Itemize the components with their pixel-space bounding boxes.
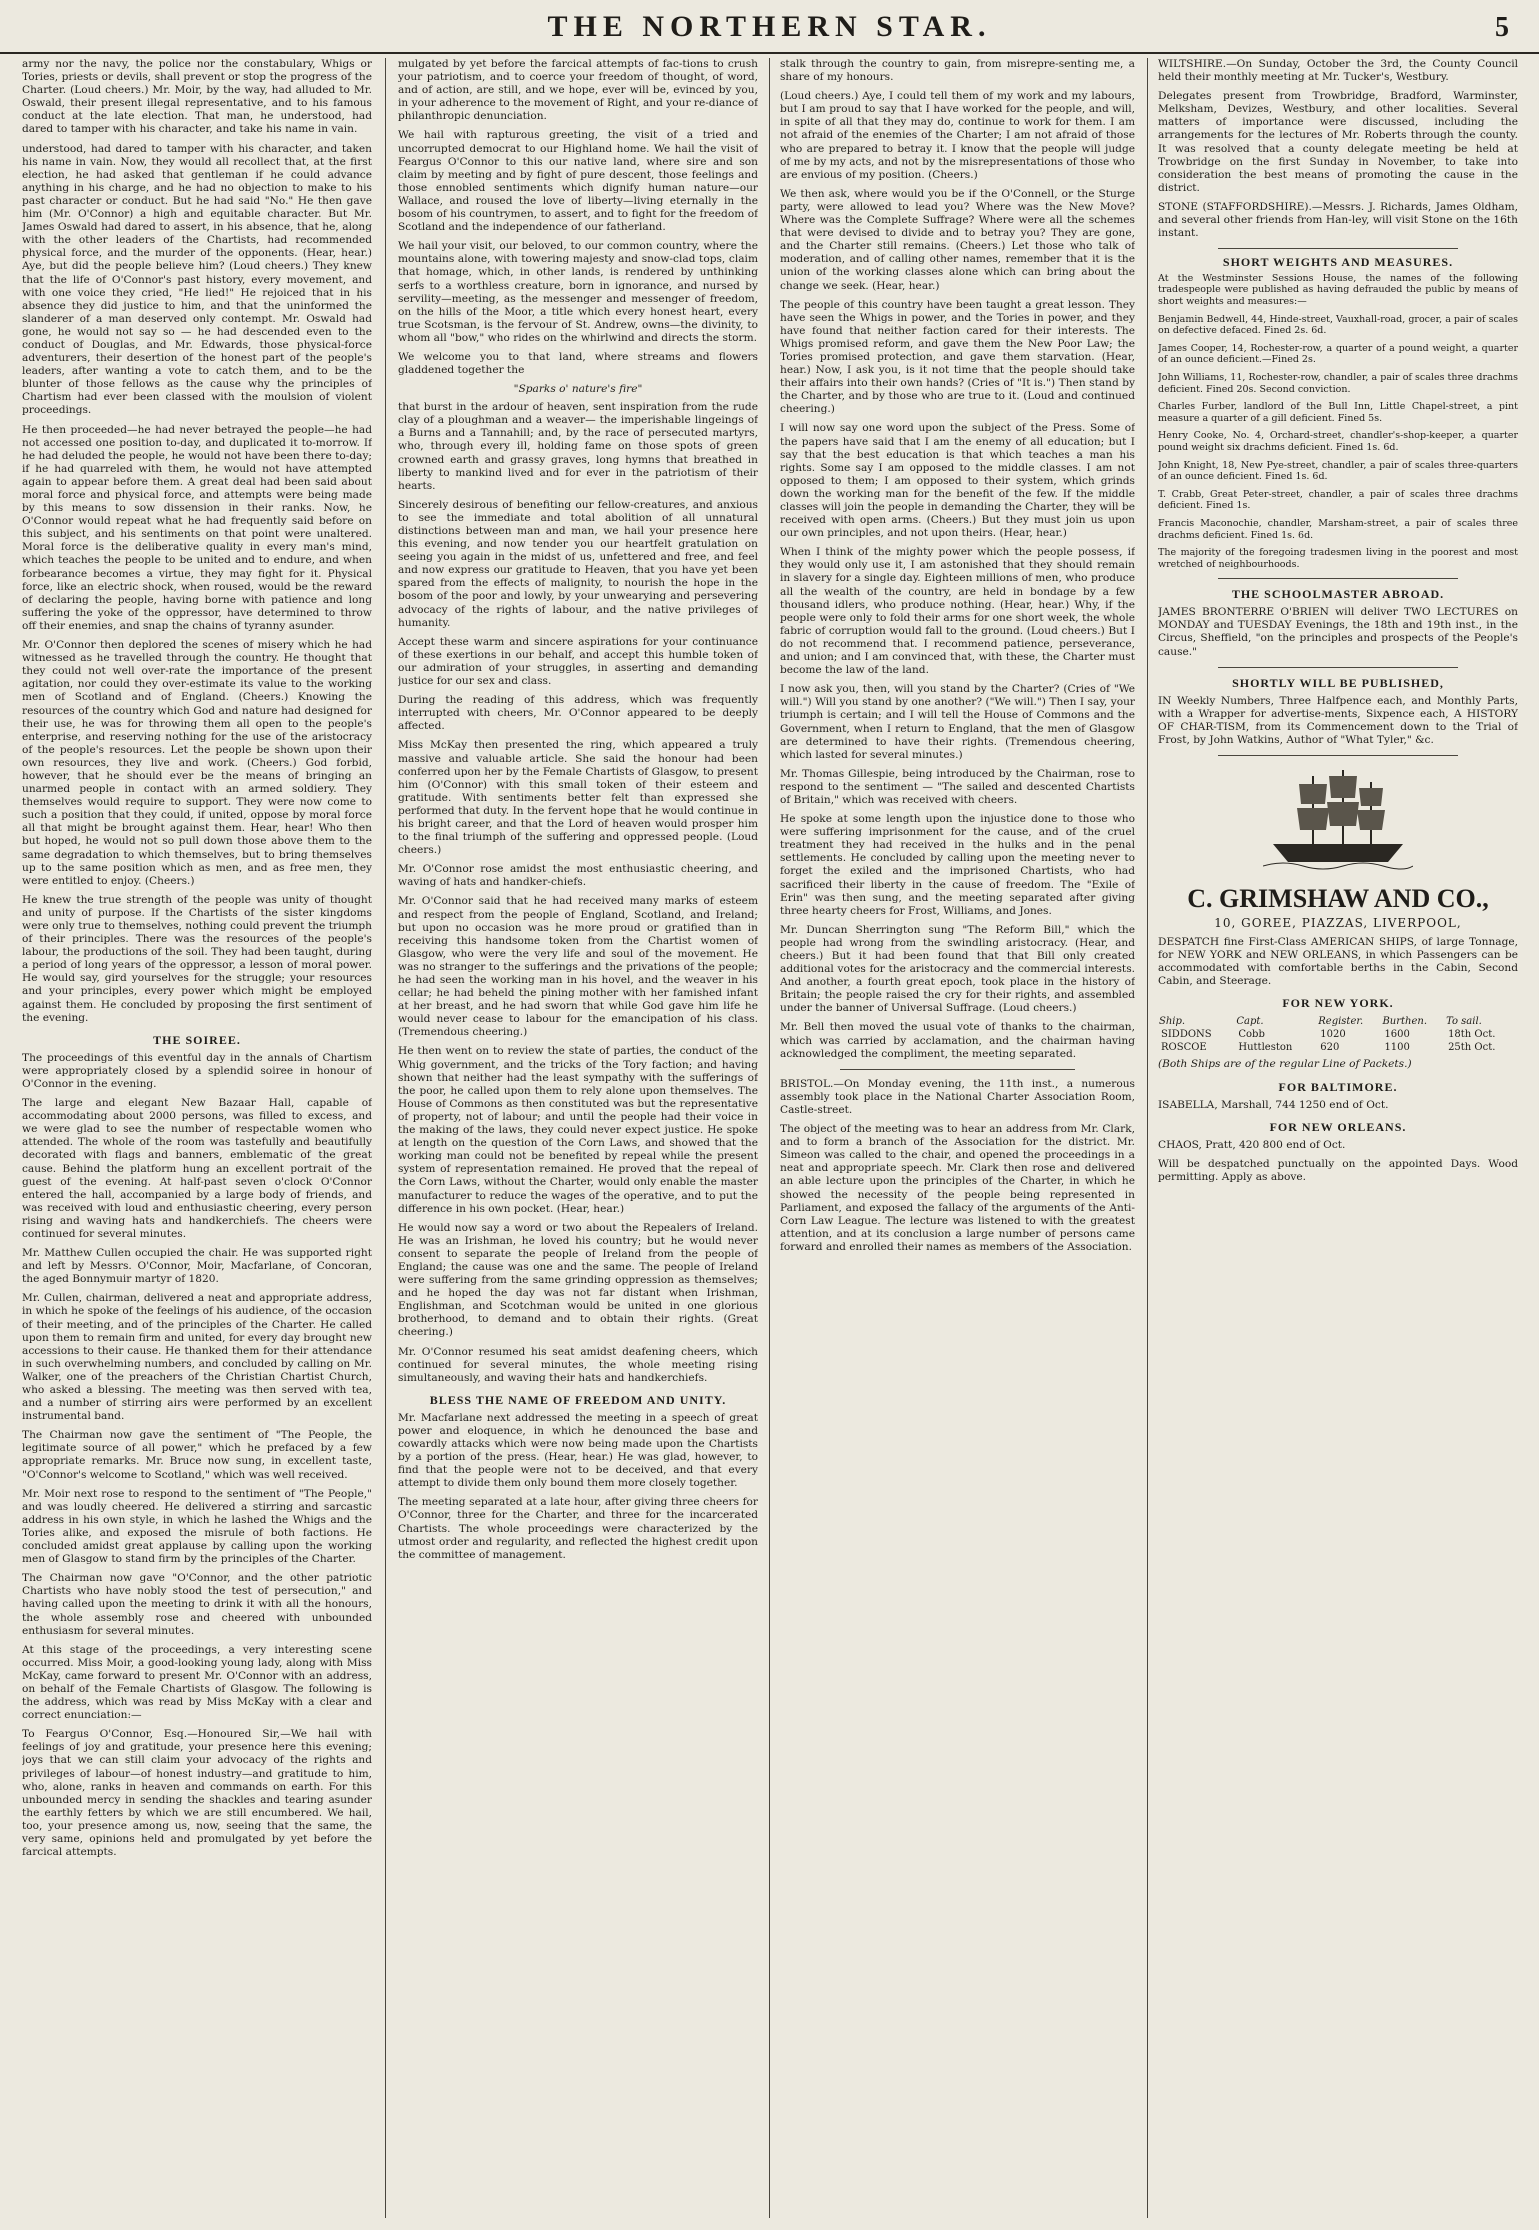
weights-entry: John Knight, 18, New Pye-street, chandler, a pair of scales three-quarters of an ounce deficient. Fined 1s. 6d. <box>1158 459 1518 483</box>
route-heading-baltimore: FOR BALTIMORE. <box>1278 1079 1398 1094</box>
article-paragraph: The proceedings of this eventful day in the annals of Chartism were appropriately closed by a splendid soiree in honour of O'Connor in the evening. <box>22 1051 372 1090</box>
filler-text: Accept these warm and sincere aspirations for your continuance of these exertions in our behalf, and accept this humble token of our admiration of your struggles, in asserting and demanding justice for our sex and class. <box>398 635 758 688</box>
table-cell: 1600 <box>1384 1029 1410 1041</box>
filler-text: He knew the true strength of the people was unity of thought and unity of purpose. If the Chartists of the sister kingdoms were only true to themselves, nothing could prevent the triumph of their principles. There was the resources of the people's labour, the productions of the soil. They had been taught, during a period of long years of the oppressor, a lesson of moral power. He would say, gird yourselves for the struggle; your resources and your principles, every power which might be employed against them. He concluded by proposing the first sentiment of the evening. <box>22 893 372 1024</box>
table-cell: 1100 <box>1384 1042 1410 1054</box>
filler-text: He then proceeded—he had never betrayed the people—he had not accessed one position to-day, and duplicated it to-morrow. If he had deluded the people, he would not have been there to-day; if he had quarreled with them, he would not have attempted again to appear before them. A great deal had been said about moral force and physical force, and attempts were being made by this means to sow dissension in their ranks. Now, he O'Connor would repeat what he had frequently said before on this subject, and his sentiments on that point were unaltered. Moral force is the deliberative quality in every man's mind, which teaches the people to be united and to endure, and when forbearance becomes a virtue, they may fight for it. Physical force, like an electric shock, when roused, would be the reward of declaring the people, having borne with patience and long suffering the yoke of the oppressor, have determined to throw off their enemies, and snap the chains of tyranny asunder. <box>22 423 372 632</box>
company-text: DESPATCH fine First-Class AMERICAN SHIPS, of large Tonnage, for NEW YORK and NEW ORLEANS, in which Passengers can be accommodated with comfortable berths in the Cabin, Second Cabin, and Steerage. <box>1158 936 1518 988</box>
ship-table <box>1158 1015 1518 1054</box>
divider <box>1218 755 1458 756</box>
ship-entry: CHAOS, Pratt, 420 800 end of Oct. <box>1158 1138 1346 1151</box>
filler-text: The Chairman now gave "O'Connor, and the other patriotic Chartists who have nobly stood the test of persecution," and having called upon the meeting to drink it with all the honours, the whole assembly rose and cheered with unbounded enthusiasm for several minutes. <box>22 1572 372 1637</box>
filler-text: We hail your visit, our beloved, to our common country, where the mountains alone, with towering majesty and snow-clad tops, claim that homage, which, in other lands, is rendered by unthinking serfs to a worthless creature, born in ignorance, and nursed by servility—meeting, as the messenger and messenger of freedom, on the hills of the Moor, a title which every honest heart, every true Scotsman, is the fervour of St. Andrew, owns—the divinity, to whom all "bow," who rides on the whirlwind and directs the storm. <box>398 240 758 344</box>
article-paragraph: WILTSHIRE.—On Sunday, October the 3rd, the County Council held their monthly meeting at Mr. Tucker's, Westbury. <box>1158 58 1518 84</box>
filler-text: Mr. Cullen, chairman, delivered a neat and appropriate address, in which he spoke of the feelings of his audience, of the occasion of their meeting, and of the principles of the Charter. He called upon them to remain firm and united, for every day brought new accessions to their cause. He thanked them for their attendance in such overwhelming numbers, and concluded by calling on Mr. Walker, one of the preachers of the Christian Chartist Church, who asked a blessing. The meeting was then served with tea, and a number of stirring airs were performed by an excellent instrumental band. <box>22 1292 372 1423</box>
column-rule <box>1147 58 1148 2218</box>
section-heading: THE SCHOOLMASTER ABROAD. <box>1231 587 1445 602</box>
article-paragraph: Mr. Thomas Gillespie, being introduced by the Chairman, rose to respond to the sentiment — "The sailed and descented Chartists of Britain," which was received with cheers. <box>780 767 1135 806</box>
divider <box>840 1069 1075 1070</box>
weights-entry: Benjamin Bedwell, 44, Hinde-street, Vauxhall-road, grocer, a pair of scales on defective defaced. Fined 2s. 6d. <box>1158 313 1518 337</box>
filler-text: Mr. Macfarlane next addressed the meeting in a speech of great power and eloquence, in which he denounced the base and cowardly attacks which were now being made upon the Chartists by a portion of the press. (Hear, hear.) He was glad, however, to find that the people were not to be deceived, and that every attempt to divide them only bound them more closely together. <box>398 1411 758 1490</box>
weights-entry: John Williams, 11, Rochester-row, chandler, a pair of scales three drachms deficient. Fined 20s. Second conviction. <box>1158 371 1518 395</box>
newspaper-title: THE NORTHERN STAR. <box>547 10 992 43</box>
filler-text: The people of this country have been taught a great lesson. They have seen the Whigs in power, and the Tories in power, and they have found that neither faction cared for their interests. The Whigs promised reform, and gave them the New Poor Law; the Tories promised protection, and gave them starvation. (Hear, hear.) Now, I ask you, is it not time that the people should take their affairs into their own hands? (Cries of "It is.") Then stand by the Charter, and by those who are true to it. (Loud and continued cheering.) <box>780 298 1135 416</box>
column-rule <box>385 58 386 2218</box>
filler-text: We hail with rapturous greeting, the visit of a tried and uncorrupted democrat to our Highland home. We hail the visit of Feargus O'Connor to this our native land, where sire and son claim by meeting and by fight of pure descent, those feelings and those ennobled sentiments which dignify human nature—our Wallace, and roused the love of liberty—living eternally in the bosom of his countrymen, to assert, and to fight for the freedom of Scotland and the independence of our fatherland. <box>398 129 758 234</box>
filler-text: We then ask, where would you be if the O'Connell, or the Sturge party, were allowed to lead you? Where was the New Move? Where was the Complete Suffrage? Where were all the schemes that were devised to divide and to betray you? They are gone, and the Charter still remains. (Cheers.) Let those who talk of moderation, and of calling other names, remember that it is the union of the working classes alone which can bring about the change we seek. (Hear, hear.) <box>780 187 1135 292</box>
filler-text: The meeting separated at a late hour, after giving three cheers for O'Connor, three for the Charter, and three for the incarcerated Chartists. The whole proceedings were characterized by the utmost order and regularity, and reflected the highest credit upon the committee of management. <box>398 1496 758 1561</box>
filler-text: Mr. Moir next rose to respond to the sentiment of "The People," and was loudly cheered. He delivered a stirring and sarcastic address in his own style, in which he lashed the Whigs and the Tories alike, and exposed the misrule of both factions. He concluded amidst great applause by calling upon the working men of Glasgow to stand firm by the principles of the Charter. <box>22 1487 372 1566</box>
filler-text: Mr. O'Connor resumed his seat amidst deafening cheers, which continued for several minutes, the whole meeting rising simultaneously, and waving their hats and handkerchiefs. <box>398 1345 758 1384</box>
table-row <box>1158 1028 1518 1041</box>
weights-notice <box>1158 257 1518 570</box>
filler-text: To Feargus O'Connor, Esq.—Honoured Sir,—We hail with feelings of joy and gratitude, your presence here this evening; joys that we can still claim your advocacy of the rights and privileges of labour—of honest industry—and gratitude to him, who, alone, ranks in heaven and commands on earth. For this unbounded mercy in sending the shackles and tearing asunder the earthly fetters by which we are still encumbered. We hail, too, your presence among us, now, seeing that the same, the very same, opinions held and promulgated by yet before the farcical attempts. <box>22 1728 372 1859</box>
table-header-row <box>1158 1015 1518 1028</box>
weights-entry: Henry Cooke, No. 4, Orchard-street, chandler's-shop-keeper, a quarter pound weight six drachms deficient. Fined 1s. 6d. <box>1158 430 1518 453</box>
section-heading: SHORTLY WILL BE PUBLISHED, <box>1232 675 1444 690</box>
column-header: To sail. <box>1446 1016 1482 1028</box>
ship-entry: ISABELLA, Marshall, 744 1250 end of Oct. <box>1158 1098 1389 1111</box>
company-footer: Will be despatched punctually on the appointed Days. Wood permitting. Apply as above. <box>1158 1157 1518 1183</box>
column-header: Register. <box>1318 1016 1364 1028</box>
column-3 <box>780 58 1135 2218</box>
filler-text: The large and elegant New Bazaar Hall, capable of accommodating about 2000 persons, was filled to excess, and we were glad to see the number of respectable women who attended. The whole of the room was tastefully and beautifully decorated with flags and banners, emblematic of the great cause. Behind the platform hung an excellent portrait of the guest of the evening. At half-past seven o'clock O'Connor entered the hall, accompanied by a large body of friends, and was received with loud and enthusiastic cheering, every person rising and waving hats and handkerchiefs. The cheers were continued for several minutes. <box>22 1097 372 1240</box>
column-header: Burthen. <box>1382 1016 1428 1028</box>
page-number: 5 <box>1495 12 1509 43</box>
filler-text: that burst in the ardour of heaven, sent inspiration from the rude clay of a ploughman and a weaver— the imperishable lingeings of a Burns and a Tannahill; and, by the race of persecuted martyrs, who, through every ill, holding fame on those spots of green crowned earth and grassy graves, long hymns that breathed in liberty to mankind lived and for ever in the patriotism of their hearts. <box>398 401 758 492</box>
article-paragraph: Mr. Matthew Cullen occupied the chair. He was supported right and left by Messrs. O'Connor, Moir, Macfarlane, of Concoran, the aged Bonnymuir martyr of 1820. <box>22 1247 372 1286</box>
table-cell: ROSCOE <box>1161 1042 1207 1054</box>
table-cell: 18th Oct. <box>1448 1029 1496 1041</box>
filler-text: He spoke at some length upon the injustice done to those who were suffering imprisonment for the cause, and of the cruel treatment they had received in the hulks and in the penal settlements. He concluded by calling upon the meeting never to forget the exiled and the imprisoned Chartists, who had sacrificed their liberty in the cause of freedom. The "Exile of Erin" was then sung, and the meeting separated after giving three hearty cheers for Frost, Williams, and Jones. <box>780 813 1135 917</box>
weights-entry: Francis Maconochie, chandler, Marsham-street, a pair of scales three drachms deficient. Fined 1s. 6d. <box>1158 517 1518 541</box>
article-paragraph: army nor the navy, the police nor the constabulary, Whigs or Tories, priests or devils, shall prevent or stop the progress of the Charter. (Loud cheers.) Mr. Moir, by the way, had alluded to Mr. Oswald, their present illegal representative, and to his famous conduct at the late election. That man, he understood, had dared to tamper with his character, and take his name in vain. <box>22 58 372 136</box>
filler-text: Mr. Duncan Sherrington sung "The Reform Bill," which the people had wrong from the swindling aristocracy. (Hear, and cheers.) But it had been found that that Bill only created additional votes for the aristocracy and the commercial interests. And another, a fourth great epoch, took place in the history of Britain; the people raised the cry for their rights, and assembled under the banner of Universal Suffrage. (Loud cheers.) <box>780 923 1135 1015</box>
section-heading: SHORT WEIGHTS AND MEASURES. <box>1222 255 1454 270</box>
filler-text: Mr. O'Connor said that he had received many marks of esteem and respect from the people of England, Scotland, and Ireland; but upon no occasion was he more proud or gratified than in receiving this handsome token from the Chartist women of Glasgow, who were the very life and soul of the movement. He was no stranger to the sufferings and the privations of the people; he had seen the working man in his hovel, and the weaver in his cellar; he had beheld the pining mother with her famished infant at her breast, and he had sworn that while God gave him life he would never cease to labour for the emancipation of his class. (Tremendous cheering.) <box>398 895 758 1039</box>
filler-text: (Loud cheers.) Aye, I could tell them of my work and my labours, but I am proud to say that I have worked for the people, and will, in spite of all that they may do, continue to work for them. I am not afraid of the enemies of the Charter; I am not afraid of those who are prepared to betray it. I know that the people will judge of me by my acts, and not by the misrepresentations of those who are envious of my position. (Cheers.) <box>780 90 1135 181</box>
article-paragraph: STONE (STAFFORDSHIRE).—Messrs. J. Richards, James Oldham, and several other friends from Han-ley, will visit Stone on the 16th instant. <box>1158 200 1518 240</box>
table-cell: 25th Oct. <box>1448 1042 1496 1054</box>
company-address: 10, GOREE, PIAZZAS, LIVERPOOL, <box>1214 916 1462 931</box>
filler-text: Mr. O'Connor then deplored the scenes of misery which he had witnessed as he travelled through the country. He thought that they could not well over-rate the importance of the present agitation, nor could they over-estimate its value to the working men of Scotland and of England. (Cheers.) Knowing the resources of the country which God and nature had designed for their use, he was for throwing them all open to the people's enterprise, and reserving nothing for the use of the aristocracy of the people's resources. Let the people be shown upon their own resources, they live and work. (Cheers.) God forbid, however, that he should ever be the means of bringing an unarmed people in contact with an armed soldiery. They themselves would require to support. They were now come to such a position that they could, if united, oppose by moral force all that might be brought against them. Hear, hear! Who then but hoped, he would not so pull down those above them to the same degradation to which themselves, but to bring themselves up to the same position which as men, and as free men, they were entitled to enjoy. (Cheers.) <box>22 639 372 887</box>
column-header: Ship. <box>1159 1016 1186 1028</box>
masthead <box>0 0 1539 54</box>
column-2 <box>398 58 758 2218</box>
column-rule <box>769 58 770 2218</box>
filler-text: He then went on to review the state of parties, the conduct of the Whig government, and the tricks of the Tory faction; and having shown that neither had the least sympathy with the sufferings of the poor, he called upon them to rely alone upon themselves. The House of Commons as then constituted was but the representative of property, not of labour; and until the people had their voice in the making of the laws, they could never expect justice. He spoke at length on the question of the Corn Laws, and showed that the working man could not be benefited by repeal while the present system of representation remained. He proved that the repeal of the Corn Laws, without the Charter, would only enable the master manufacturer to reduce the wages of the operative, and to put the difference in his own pocket. (Hear, hear.) <box>398 1045 758 1215</box>
divider <box>1218 248 1458 249</box>
weights-entry: T. Crabb, Great Peter-street, chandler, a pair of scales three drachms deficient. Fined 1s. <box>1158 488 1518 512</box>
filler-text: The object of the meeting was to hear an address from Mr. Clark, and to form a branch of the Association for the district. Mr. Simeon was called to the chair, and opened the proceedings in a neat and appropriate speech. Mr. Clark then rose and delivered an able lecture upon the principles of the Charter, in which he showed the necessity of the people being represented in Parliament, and exposed the fallacy of the arguments of the Anti-Corn Law League. The lecture was listened to with the greatest attention, and at its conclusion a large number of persons came forward and enrolled their names as members of the Association. <box>780 1123 1135 1253</box>
schoolmaster-text: JAMES BRONTERRE O'BRIEN will deliver TWO LECTURES on MONDAY and TUESDAY Evenings, the 18th and 19th inst., in the Circus, Sheffield, "on the principles and prospects of the People's cause." <box>1158 606 1518 658</box>
route-heading-new-york: FOR NEW YORK. <box>1282 996 1394 1011</box>
weights-intro: At the Westminster Sessions House, the names of the following tradespeople were published as having defrauded the public by means of short weights and measures:— <box>1158 272 1518 307</box>
weights-closing: The majority of the foregoing tradesmen living in the poorest and most wretched of neighbourhoods. <box>1158 547 1518 570</box>
filler-text: At this stage of the proceedings, a very interesting scene occurred. Miss Moir, a good-looking young lady, along with Miss McKay, came forward to present Mr. O'Connor with an address, on behalf of the Female Chartists of Glasgow. The following is the address, which was read by Miss McKay with a clear and correct enunciation:— <box>22 1643 372 1722</box>
sailing-ship-icon <box>1263 764 1413 874</box>
section-heading: THE SOIREE. <box>153 1032 241 1047</box>
filler-text: understood, had dared to tamper with his character, and taken his name in vain. Now, they would all recollect that, at the first election, he had asked that gentleman if he could advance anything in his charge, and he had no objection to make to his past character or conduct. But he had said "No." He then gave him (Mr. O'Connor) a high and equitable character. But Mr. James Oswald had dared to assert, in his absence, that he, along with the other leaders of the Chartists, had recommended physical force, and the murder of the opponents. (Hear, hear.) Aye, but did the people believe him? (Loud cheers.) They knew that the life of O'Connor's past history, every movement, and with one voice they cried, "He lied!" He rejoiced that in his absence they did justice to him, and that the uninformed the slanderer of a man deserved only contempt. Mr. Oswald had gone, he would not say so — he had descended even to the conduct of Douglas, and Mr. Edwards, those physical-force adventurers, their desertion of the honest part of the people's leaders, after wanting a vote to catch them, and to be the blunter of those fellows as the cause why the principles of Chartism had ever been classed with the moulsion of violent proceedings. <box>22 142 372 417</box>
article-paragraph: Mr. O'Connor rose amidst the most enthusiastic cheering, and waving of hats and handker-chiefs. <box>398 863 758 889</box>
filler-text: We welcome you to that land, where streams and flowers gladdened together the <box>398 350 758 377</box>
filler-text: The Chairman now gave the sentiment of "The People, the legitimate source of all power," which he prefaced by a few appropriate remarks. Mr. Bruce now sung, in excellent taste, "O'Connor's welcome to Scotland," which was well received. <box>22 1429 372 1481</box>
filler-text: Mr. Bell then moved the usual vote of thanks to the chairman, which was carried by acclamation, and the chairman having acknowledged the compliment, the meeting separated. <box>780 1021 1135 1060</box>
table-cell: 1020 <box>1320 1029 1346 1041</box>
filler-text: Sincerely desirous of benefiting our fellow-creatures, and anxious to see the immediate and total abolition of all unnatural distinctions between man and man, we hail your presence here this evening, and now tender you our heartfelt gratulation on seeing you again in the midst of us, unfettered and free, and feel and now express our gratitude to Heaven, that you have yet been spared from the effects of malignity, to nourish the hope in the bosom of the poor and lowly, by your unwearying and persevering advocacy of the rights of labour, and the native privileges of humanity. <box>398 498 758 629</box>
filler-text: Miss McKay then presented the ring, which appeared a truly massive and valuable article. She said the honour had been conferred upon her by the Female Chartists of Glasgow, to present him (O'Connor) with this small token of their esteem and gratitude. With sentiments better felt than expressed she performed that duty. In the fervent hope that he would continue in his bright career, and that the Lord of heaven would prosper him to the final triumph of the suffering and oppressed people. (Loud cheers.) <box>398 739 758 857</box>
filler-text: I now ask you, then, will you stand by the Charter? (Cries of "We will.") Will you stand by one another? ("We will.") Then I say, your triumph is certain; and I will tell the House of Commons and the Government, when I return to England, that the men of Glasgow are determined to have their rights. (Tremendous cheering, which lasted for several minutes.) <box>780 683 1135 761</box>
route-heading-new-orleans: FOR NEW ORLEANS. <box>1269 1119 1407 1134</box>
section-heading: BLESS THE NAME OF FREEDOM AND UNITY. <box>429 1392 727 1407</box>
ships-note: (Both Ships are of the regular Line of Packets.) <box>1158 1058 1412 1071</box>
shortly-text: IN Weekly Numbers, Three Halfpence each, and Monthly Parts, with a Wrapper for advertise-ments, Sixpence each, A HISTORY OF CHAR-TISM, from its Commencement down to the Trial of Frost, by John Watkins, Author of "What Tyler," &c. <box>1158 694 1518 746</box>
filler-text: Delegates present from Trowbridge, Bradford, Warminster, Melksham, Devizes, Westbury, and other localities. Several matters of importance were discussed, including the arrangements for the lectures of Mr. Roberts through the county. It was resolved that a county delegate meeting be held at Trowbridge on the first Sunday in November, to take into consideration the best means of promoting the cause in the district. <box>1158 90 1518 194</box>
table-cell: Huttleston <box>1238 1042 1293 1054</box>
company-name: C. GRIMSHAW AND CO., <box>1187 884 1489 914</box>
table-cell: Cobb <box>1238 1029 1265 1041</box>
quoted-line: "Sparks o' nature's fire" <box>513 383 643 396</box>
divider <box>1218 578 1458 579</box>
table-row <box>1158 1041 1518 1054</box>
filler-text: He would now say a word or two about the Repealers of Ireland. He was an Irishman, he loved his country; but he would never consent to separate the people of Ireland from the people of England; the cause was one and the same. The people of Ireland were suffering from the same grinding oppression as themselves; and he hoped the day was not far distant when Irishman, Englishman, and Scotchman would be united in one glorious brotherhood, to demand and to obtain their rights. (Great cheering.) <box>398 1221 758 1339</box>
table-cell: 620 <box>1320 1042 1340 1054</box>
column-1 <box>22 58 372 2218</box>
column-header: Capt. <box>1236 1016 1264 1028</box>
ship-illustration <box>1158 764 1518 878</box>
article-paragraph: mulgated by yet before the farcical attempts of fac-tions to crush your patriotism, and to coerce your freedom of thought, of word, and of action, are still, and we hope, ever will be, evinced by you, in your adherence to the movement of Right, and your re-diance of philanthropic denunciation. <box>398 58 758 123</box>
filler-text: During the reading of this address, which was frequently interrupted with cheers, Mr. O'Connor appeared to be deeply affected. <box>398 694 758 733</box>
filler-text: I will now say one word upon the subject of the Press. Some of the papers have said that I am the enemy of all education; but I say that the best education is that which teaches a man his rights. Some say I am opposed to the middle classes. I am not opposed to them; I am opposed to their system, which grinds down the working man for the benefit of the few. If the middle classes will join the people in demanding the Charter, they will be received with open arms. (Cheers.) But they must join us upon our own principles, and not upon theirs. (Hear, hear.) <box>780 422 1135 540</box>
filler-text: When I think of the mighty power which the people possess, if they would only use it, I am astonished that they should remain in slavery for a single day. Eighteen millions of men, who produce all the wealth of the country, are held in bondage by a few thousand idlers, who produce nothing. (Hear, hear.) Why, if the people were only to fold their arms for one short week, the whole fabric of corruption would fall to the ground. (Loud cheers.) But I do not recommend that. I recommend patience, perseverance, and union; and I am convinced that, with these, the Charter must become the law of the land. <box>780 546 1135 677</box>
weights-entry: James Cooper, 14, Rochester-row, a quarter of a pound weight, a quarter of an ounce deficient.—Fined 2s. <box>1158 342 1518 366</box>
weights-entry: Charles Furber, landlord of the Bull Inn, Little Chapel-street, a pint measure a quarter of a gill deficient. Fined 5s. <box>1158 401 1518 424</box>
divider <box>1218 667 1458 668</box>
article-paragraph: stalk through the country to gain, from misrepre-senting me, a share of my honours. <box>780 58 1135 84</box>
table-cell: SIDDONS <box>1161 1029 1212 1041</box>
column-4 <box>1158 58 1518 2218</box>
article-paragraph: BRISTOL.—On Monday evening, the 11th inst., a numerous assembly took place in the National Charter Association Room, Castle-street. <box>780 1077 1135 1116</box>
